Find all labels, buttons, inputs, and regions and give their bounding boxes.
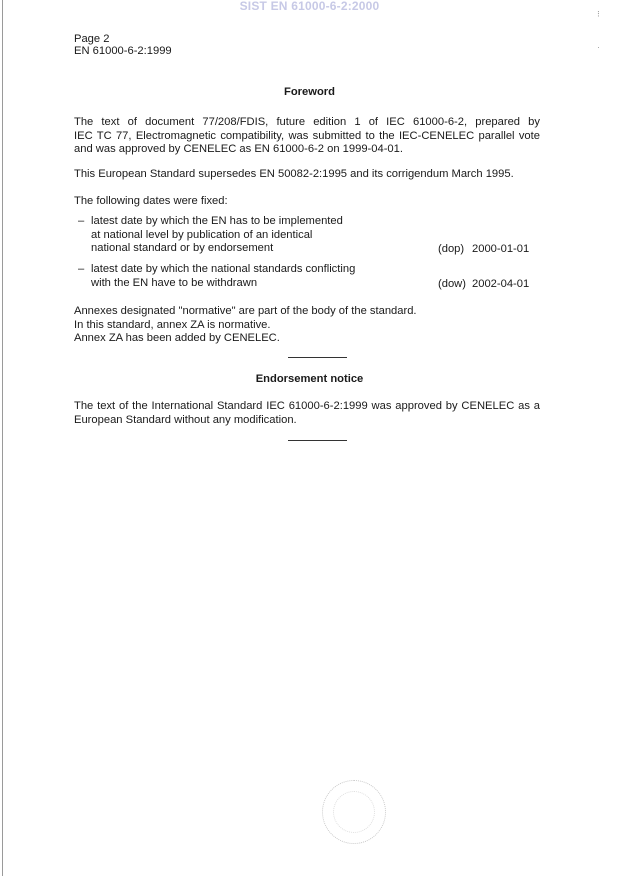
scan-speck: ⁝ bbox=[597, 9, 600, 19]
dates-intro bbox=[74, 195, 540, 209]
scan-left-edge-line bbox=[2, 0, 3, 876]
foreword-paragraph-1 bbox=[74, 116, 540, 157]
date-value: 2000-01-01 bbox=[472, 243, 530, 255]
endorsement-paragraph bbox=[74, 400, 540, 427]
section-divider bbox=[288, 440, 347, 441]
text-line: latest date by which the EN has to be implemented bbox=[91, 215, 343, 227]
foreword-paragraph-2 bbox=[74, 168, 540, 182]
section-divider bbox=[288, 357, 347, 358]
text-line: In this standard, annex ZA is normative. bbox=[74, 318, 271, 331]
text-line: Annex ZA has been added by CENELEC. bbox=[74, 332, 280, 344]
document-watermark: SIST EN 61000-6-2:2000 bbox=[239, 0, 380, 13]
date-item-dop bbox=[78, 215, 540, 257]
scan-speck: · bbox=[597, 42, 600, 52]
list-dash: – bbox=[78, 215, 85, 227]
text-line: The text of document 77/208/FDIS, future edition 1 of IEC 61000-6-2, prepared by bbox=[74, 116, 540, 128]
foreword-heading: Foreword bbox=[284, 86, 335, 98]
text-line: national standard or by endorsement bbox=[91, 242, 274, 254]
page-number: Page 2 bbox=[74, 33, 110, 45]
text-line: Annexes designated "normative" are part of the body of the standard. bbox=[74, 305, 417, 317]
date-item-dow bbox=[78, 263, 540, 291]
endorsement-heading: Endorsement notice bbox=[255, 373, 364, 385]
text-line: and was approved by CENELEC as EN 61000-6-2 on 1999-04-01. bbox=[74, 143, 403, 155]
text-line: European Standard without any modification. bbox=[74, 413, 297, 426]
date-value: 2002-04-01 bbox=[472, 277, 530, 290]
faded-stamp bbox=[322, 780, 386, 844]
text-line: latest date by which the national standards conflicting bbox=[91, 263, 356, 275]
date-code: (dop) bbox=[438, 243, 465, 255]
annex-paragraph bbox=[74, 305, 540, 346]
text-line: IEC TC 77, Electromagnetic compatibility, was submitted to the IEC-CENELEC parallel vote bbox=[74, 129, 540, 142]
list-dash: – bbox=[78, 263, 85, 275]
text-line: The text of the International Standard IEC 61000-6-2:1999 was approved by CENELEC as a bbox=[74, 400, 540, 412]
text-line: with the EN have to be withdrawn bbox=[91, 276, 258, 289]
text-line: This European Standard supersedes EN 50082-2:1995 and its corrigendum March 1995. bbox=[74, 168, 514, 180]
text-line: at national level by publication of an identical bbox=[91, 228, 313, 241]
text-line: The following dates were fixed: bbox=[74, 195, 228, 207]
date-code: (dow) bbox=[438, 277, 466, 290]
standard-id: EN 61000-6-2:1999 bbox=[74, 45, 172, 57]
